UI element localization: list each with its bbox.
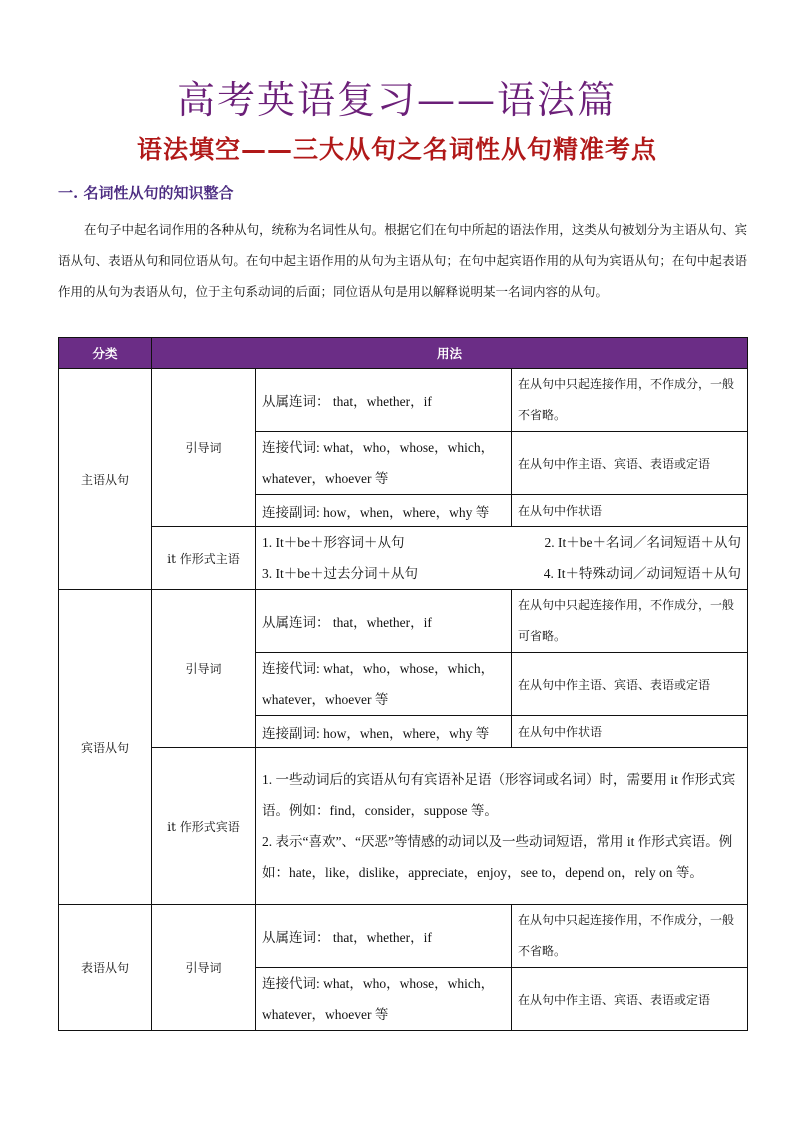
- object-it-notes: [256, 748, 748, 905]
- predicative-pron-usage: 在从句中作主语、宾语、表语或定语: [512, 968, 748, 1031]
- page-title: 高考英语复习——语法篇: [176, 78, 617, 122]
- table-row: [59, 590, 748, 653]
- object-pron-usage: 在从句中作主语、宾语、表语或定语: [512, 653, 748, 716]
- subject-intro-label: 引导词: [152, 369, 256, 527]
- object-clause-label: 宾语从句: [59, 590, 152, 905]
- predicative-conj-usage: 在从句中只起连接作用，不作成分，一般不省略。: [512, 905, 748, 968]
- object-it-note-2: 2. 表示“喜欢”、“厌恶”等情感的动词以及一些动词短语，常用 it 作形式宾语。例如：hate，like，dislike，appreciate，enjoy，see to，depend on，rely on 等。: [262, 834, 733, 880]
- header-usage: 用法: [152, 338, 748, 369]
- it-pattern-1: 1. It＋be＋形容词＋从句: [262, 535, 405, 550]
- subject-adv-usage: 在从句中作状语: [512, 495, 748, 527]
- object-pron-cell: 连接代词: what，who，whose，which，whatever，whoever 等: [256, 653, 512, 716]
- table-row: [59, 748, 748, 905]
- subject-adv-cell: 连接副词: how，when，where，why 等: [256, 495, 512, 527]
- object-it-note-1: 1. 一些动词后的宾语从句有宾语补足语（形容词或名词）时，需要用 it 作形式宾语。例如：find，consider，suppose 等。: [262, 772, 736, 818]
- subject-pron-usage: 在从句中作主语、宾语、表语或定语: [512, 432, 748, 495]
- header-category: 分类: [59, 338, 152, 369]
- grammar-table: [58, 337, 748, 1031]
- intro-paragraph: 在句子中起名词作用的各种从句，统称为名词性从句。根据它们在句中所起的语法作用，这类从句被划分为主语从句、宾语从句、表语从句和同位语从句。在句中起主语作用的从句为主语从句；在句中起宾语作用的从句为宾语从句；在句中起表语作用的从句为表语从句，位于主句系动词的后面；同位语从句是用以解释说明某一名词内容的从句。: [58, 222, 747, 299]
- section-heading: 一. 名词性从句的知识整合: [58, 184, 234, 202]
- object-conj-cell: 从属连词： that，whether，if: [256, 590, 512, 653]
- object-it-label: it 作形式宾语: [152, 748, 256, 905]
- table-row: [59, 905, 748, 968]
- predicative-pron-cell: 连接代词: what，who，whose，which，whatever，whoever 等: [256, 968, 512, 1031]
- object-intro-label: 引导词: [152, 590, 256, 748]
- object-conj-usage: 在从句中只起连接作用，不作成分，一般可省略。: [512, 590, 748, 653]
- predicative-conj-cell: 从属连词： that，whether，if: [256, 905, 512, 968]
- subject-conj-usage: 在从句中只起连接作用，不作成分，一般不省略。: [512, 369, 748, 432]
- subject-it-label: it 作形式主语: [152, 527, 256, 590]
- predicative-clause-label: 表语从句: [59, 905, 152, 1031]
- object-adv-cell: 连接副词: how，when，where，why 等: [256, 716, 512, 748]
- page-subtitle: 语法填空——三大从句之名词性从句精准考点: [136, 135, 657, 164]
- subject-conj-cell: 从属连词： that，whether，if: [256, 369, 512, 432]
- object-adv-usage: 在从句中作状语: [512, 716, 748, 748]
- it-pattern-2: 2. It＋be＋名词／名词短语＋从句: [544, 535, 741, 550]
- table-header-row: [59, 338, 748, 369]
- table-row: [59, 527, 748, 590]
- subject-clause-label: 主语从句: [59, 369, 152, 590]
- predicative-intro-label: 引导词: [152, 905, 256, 1031]
- subject-pron-cell: 连接代词: what，who，whose，which，whatever，whoever 等: [256, 432, 512, 495]
- it-pattern-4: 4. It＋特殊动词／动词短语＋从句: [543, 566, 741, 581]
- it-pattern-3: 3. It＋be＋过去分词＋从句: [262, 566, 418, 581]
- subject-it-patterns: [256, 527, 748, 590]
- table-row: [59, 369, 748, 432]
